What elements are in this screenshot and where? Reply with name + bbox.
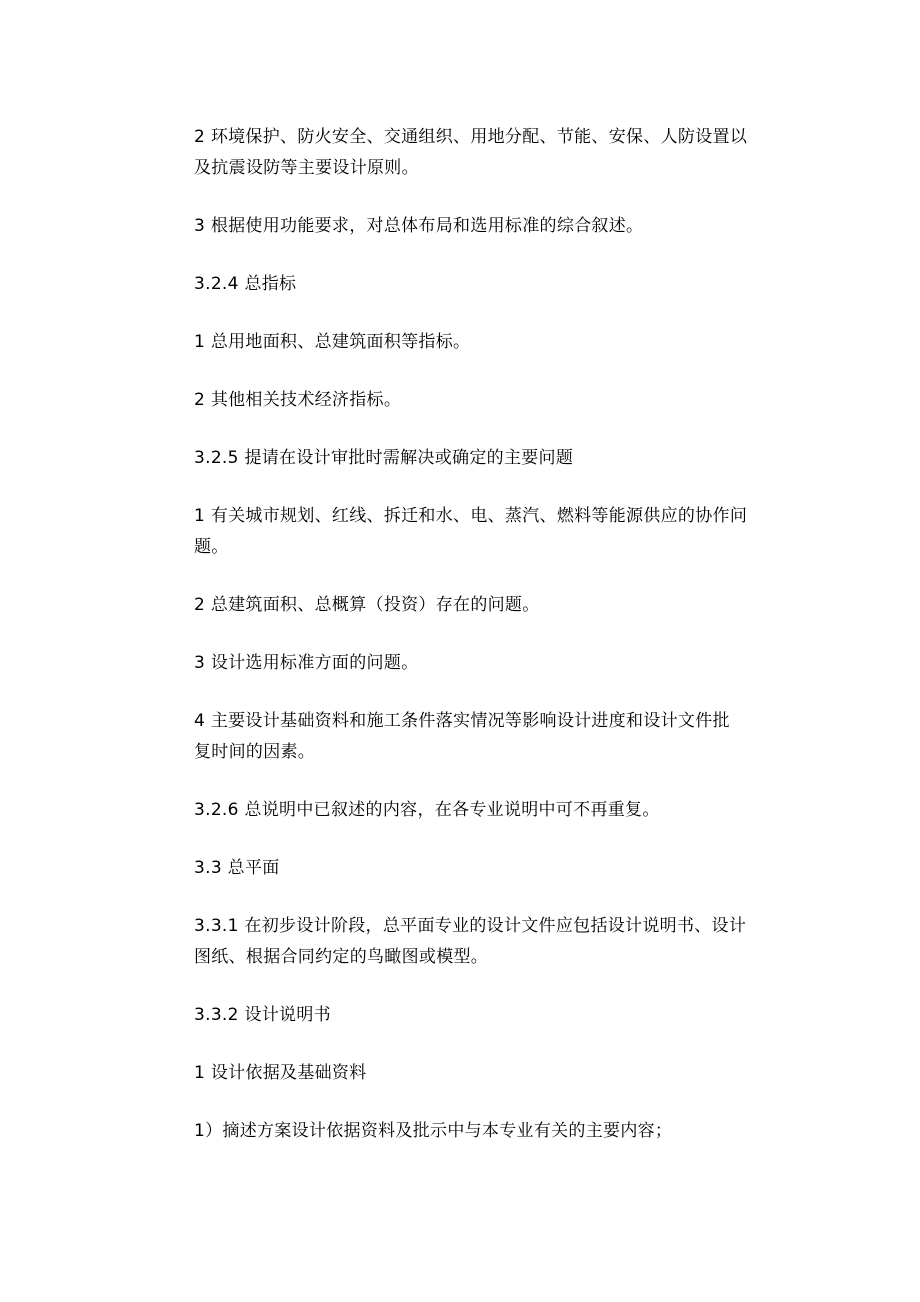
paragraph-schedule-factors <box>194 706 794 768</box>
paragraph-standards-issues <box>194 648 794 679</box>
paragraph-total-area <box>194 327 794 358</box>
section-heading-3-2-4 <box>194 269 794 300</box>
text-line: 2 其他相关技术经济指标。 <box>194 390 402 410</box>
text-line: 1）摘述方案设计依据资料及批示中与本专业有关的主要内容； <box>194 1121 673 1141</box>
paragraph-usage-requirements <box>194 211 794 242</box>
section-heading-3-2-6 <box>194 795 794 826</box>
text-line: 3.2.6 总说明中已叙述的内容，在各专业说明中可不再重复。 <box>194 800 660 820</box>
text-line: 3.3.1 在初步设计阶段，总平面专业的设计文件应包括设计说明书、设计 <box>194 916 747 936</box>
paragraph-city-planning <box>194 501 794 563</box>
paragraph-design-basis <box>194 1058 794 1089</box>
text-line: 3.3 总平面 <box>194 858 280 878</box>
text-line: 3 设计选用标准方面的问题。 <box>194 653 419 673</box>
text-line: 2 环境保护、防火安全、交通组织、用地分配、节能、安保、人防设置以 <box>194 127 748 147</box>
text-line: 复时间的因素。 <box>194 742 316 762</box>
text-line: 4 主要设计基础资料和施工条件落实情况等影响设计进度和设计文件批 <box>194 711 730 731</box>
paragraph-scheme-summary <box>194 1116 794 1147</box>
text-line: 2 总建筑面积、总概算（投资）存在的问题。 <box>194 595 540 615</box>
section-heading-3-3-2 <box>194 1000 794 1031</box>
paragraph-budget-issues <box>194 590 794 621</box>
text-line: 题。 <box>194 537 229 557</box>
text-line: 1 总用地面积、总建筑面积等指标。 <box>194 332 471 352</box>
text-line: 图纸、根据合同约定的鸟瞰图或模型。 <box>194 947 489 967</box>
document-body <box>194 122 794 1147</box>
section-heading-3-3-1 <box>194 911 794 973</box>
section-heading-3-3 <box>194 853 794 884</box>
paragraph-env-protection <box>194 122 794 184</box>
text-line: 3.2.4 总指标 <box>194 274 297 294</box>
text-line: 3.3.2 设计说明书 <box>194 1005 331 1025</box>
text-line: 1 设计依据及基础资料 <box>194 1063 367 1083</box>
section-heading-3-2-5 <box>194 443 794 474</box>
text-line: 及抗震设防等主要设计原则。 <box>194 158 419 178</box>
text-line: 3 根据使用功能要求，对总体布局和选用标准的综合叙述。 <box>194 216 644 236</box>
text-line: 3.2.5 提请在设计审批时需解决或确定的主要问题 <box>194 448 574 468</box>
paragraph-other-indicators <box>194 385 794 416</box>
text-line: 1 有关城市规划、红线、拆迁和水、电、蒸汽、燃料等能源供应的协作问 <box>194 506 748 526</box>
